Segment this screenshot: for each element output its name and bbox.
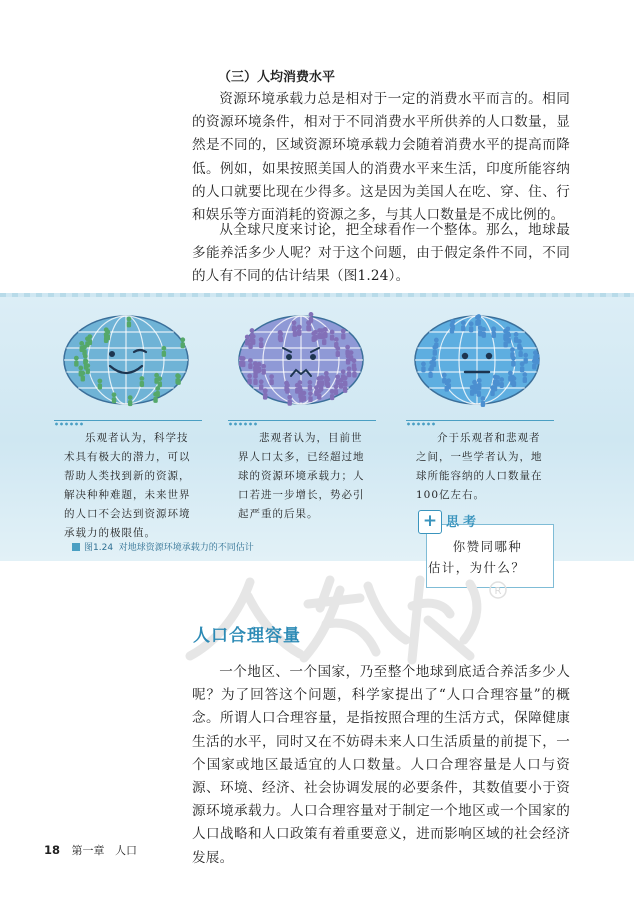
person-icon: [250, 328, 255, 339]
person-icon: [155, 386, 160, 397]
person-body: [248, 363, 252, 369]
caption-dots: [228, 421, 258, 427]
person-head: [325, 377, 330, 382]
person-body: [512, 381, 516, 387]
person-head: [180, 337, 185, 342]
person-body: [341, 374, 345, 380]
optimist-caption-text: 乐观者认为，科学技术具有极大的潜力，可以帮助人类找到新的资源，解决种种难题，未来世界的人口不会达到资源环境承载力的极限值。: [64, 432, 191, 539]
person-icon: [284, 381, 289, 392]
person-icon: [176, 374, 181, 385]
person-icon: [253, 374, 258, 385]
person-head: [481, 396, 486, 401]
person-body: [336, 351, 340, 357]
person-icon: [278, 330, 283, 341]
person-head: [517, 339, 522, 344]
person-body: [481, 401, 485, 407]
person-body: [535, 358, 539, 364]
person-head: [253, 374, 258, 379]
person-body: [127, 321, 131, 327]
person-icon: [157, 376, 162, 387]
chapter-title: 人口: [115, 844, 138, 857]
person-icon: [128, 395, 133, 406]
person-body: [82, 350, 86, 356]
person-icon: [97, 379, 102, 390]
person-icon: [82, 345, 87, 356]
person-head: [323, 327, 328, 332]
person-icon: [517, 339, 522, 350]
person-body: [98, 383, 102, 389]
person-body: [269, 379, 273, 385]
optimistic-globe-image: [56, 308, 196, 412]
person-body: [346, 359, 350, 365]
person-head: [316, 376, 321, 381]
person-icon: [247, 374, 252, 385]
person-body: [306, 325, 310, 331]
person-body: [256, 367, 260, 373]
person-head: [535, 354, 540, 359]
paragraph-reasonable-capacity: 一个地区、一个国家，乃至整个地球到底适合养活多少人呢？为了回答这个问题，科学家提出了“人口合理容量”的概念。所谓人口合理容量，是指按照合理的生活方式，保障健康生活的水平，同时又在不妨碍未来人口生活质量的前提下，一个国家或地区最适宜的人口数量。人口合理容量是人口与资源、环境、经济、社会协调发展的必要条件，其数值要小于资源环境承载力。人口合理容量对于制定一个地区或一个国家的人口战略和人口政策有着重要意义，进而影响区域的社会经济发展。: [192, 664, 570, 866]
person-body: [181, 342, 185, 348]
person-body: [495, 380, 499, 386]
person-icon: [248, 358, 253, 369]
person-head: [523, 353, 528, 358]
person-head: [248, 358, 253, 363]
person-head: [112, 392, 117, 397]
person-icon: [478, 325, 483, 336]
person-body: [259, 342, 263, 348]
person-icon: [335, 346, 340, 357]
paragraph-consumption: 资源环境承载力总是相对于一定的消费水平而言的。相同的资源环境条件，相对于不同消费水平所供养的人口数量，显然是不同的，区域资源环境承载力会随着消费水平的提高而降低。例如，如果按照美国人的消费水平来生活，印度所能容纳的人口就要比现在少得多。这是因为美国人在吃、穿、住、行和娱乐等方面消耗的资源之多，与其人口数量是不成比例的。: [192, 91, 570, 224]
person-head: [78, 366, 83, 371]
person-head: [284, 381, 289, 386]
person-icon: [473, 383, 478, 394]
person-icon: [522, 372, 527, 383]
person-icon: [341, 369, 346, 380]
person-body: [532, 364, 536, 370]
person-head: [469, 321, 474, 326]
person-head: [306, 320, 311, 325]
person-head: [87, 334, 92, 339]
person-body: [322, 339, 326, 345]
person-icon: [293, 326, 298, 337]
person-body: [84, 364, 88, 370]
person-body: [461, 325, 465, 331]
person-head: [446, 378, 451, 383]
person-head: [434, 338, 439, 343]
person-head: [442, 373, 447, 378]
person-head: [335, 374, 340, 379]
person-icon: [306, 320, 311, 331]
figure-band-border: [0, 293, 634, 297]
figure-caption-text: 对地球资源环境承载力的不同估计: [118, 543, 254, 553]
face-eye: [286, 354, 292, 360]
think-question-line2: 估计，为什么？: [428, 560, 526, 575]
person-icon: [308, 391, 313, 402]
person-head: [127, 317, 132, 322]
person-icon: [461, 320, 466, 331]
person-head: [299, 392, 304, 397]
page-number: 18: [44, 843, 61, 857]
face-eye: [462, 353, 468, 359]
moderate-caption-text: 介于乐观者和悲观者之间，一些学者认为，地球所能容纳的人口数量在100亿左右。: [416, 432, 543, 501]
person-icon: [139, 376, 144, 387]
person-icon: [323, 327, 328, 338]
person-body: [74, 361, 78, 367]
person-icon: [429, 360, 434, 371]
person-body: [492, 332, 496, 338]
optimist-caption: [54, 420, 202, 539]
person-head: [429, 360, 434, 365]
person-body: [81, 376, 85, 382]
pessimist-caption: [228, 420, 376, 523]
moderate-caption: [406, 420, 554, 523]
person-head: [508, 371, 513, 376]
think-label: 思考: [446, 515, 481, 530]
person-body: [297, 329, 301, 335]
person-body: [317, 333, 321, 339]
person-body: [261, 369, 265, 375]
person-head: [261, 364, 266, 369]
person-body: [284, 386, 288, 392]
person-head: [341, 329, 346, 334]
person-icon: [104, 327, 109, 338]
person-body: [510, 352, 514, 358]
page-footer: [44, 842, 137, 858]
person-head: [250, 328, 255, 333]
person-icon: [346, 354, 351, 365]
person-head: [505, 326, 510, 331]
person-body: [253, 379, 257, 385]
person-head: [341, 369, 346, 374]
person-body: [429, 365, 433, 371]
person-body: [263, 394, 267, 400]
person-body: [341, 333, 345, 339]
person-head: [347, 366, 352, 371]
person-head: [82, 345, 87, 350]
person-head: [309, 312, 314, 317]
person-head: [334, 337, 339, 342]
person-icon: [112, 392, 117, 403]
person-head: [128, 395, 133, 400]
publisher-watermark-logo: [180, 560, 510, 670]
person-head: [161, 346, 166, 351]
person-icon: [523, 353, 528, 364]
person-head: [104, 327, 109, 332]
person-body: [503, 342, 507, 348]
person-body: [433, 350, 437, 356]
person-head: [313, 330, 318, 335]
caption-dots: [406, 421, 436, 427]
person-head: [176, 374, 181, 379]
face-eye: [109, 351, 115, 357]
person-body: [506, 331, 510, 337]
svg-text:R: R: [494, 586, 502, 597]
face-eye: [310, 354, 316, 360]
person-icon: [127, 317, 132, 328]
person-head: [74, 356, 79, 361]
section2-heading: 人口合理容量: [193, 626, 301, 646]
person-icon: [535, 354, 540, 365]
section-heading: （三）人均消费水平: [218, 70, 336, 85]
person-body: [339, 383, 343, 389]
person-icon: [261, 364, 266, 375]
person-body: [247, 378, 251, 384]
pessimist-caption-text: 悲观者认为，目前世界人口太多，已经超过地球的资源环境承载力；人口若进一步增长，势必引起严重的后果。: [238, 432, 365, 520]
person-icon: [307, 380, 312, 391]
person-body: [343, 387, 347, 393]
person-head: [80, 371, 85, 376]
person-icon: [469, 321, 474, 332]
person-head: [314, 385, 319, 390]
person-body: [278, 335, 282, 341]
person-body: [500, 382, 504, 388]
person-head: [247, 374, 252, 379]
person-icon: [499, 377, 504, 388]
person-body: [447, 383, 451, 389]
person-body: [288, 400, 292, 406]
person-icon: [297, 325, 302, 336]
person-body: [140, 381, 144, 387]
person-icon: [239, 356, 244, 367]
person-body: [517, 344, 521, 350]
caption-square-icon: [72, 543, 80, 551]
plus-icon: +: [418, 510, 442, 534]
person-head: [269, 374, 274, 379]
person-body: [323, 332, 327, 338]
person-body: [308, 396, 312, 402]
person-head: [263, 389, 268, 394]
person-body: [451, 324, 455, 330]
person-icon: [347, 366, 352, 377]
person-head: [292, 320, 297, 325]
person-icon: [161, 346, 166, 357]
chapter-number: 第一章: [71, 844, 105, 857]
person-icon: [74, 356, 79, 367]
person-body: [155, 391, 159, 397]
person-head: [324, 371, 329, 376]
person-body: [478, 330, 482, 336]
person-head: [461, 320, 466, 325]
person-head: [259, 337, 264, 342]
person-body: [330, 335, 334, 341]
person-icon: [255, 362, 260, 373]
person-body: [518, 351, 522, 357]
person-head: [522, 372, 527, 377]
person-icon: [314, 385, 319, 396]
person-icon: [334, 384, 339, 395]
person-head: [421, 362, 426, 367]
person-head: [307, 380, 312, 385]
person-head: [308, 391, 313, 396]
person-head: [293, 326, 298, 331]
person-body: [473, 388, 477, 394]
person-body: [308, 385, 312, 391]
person-head: [450, 319, 455, 324]
person-body: [343, 380, 347, 386]
person-icon: [475, 315, 480, 326]
person-body: [314, 390, 318, 396]
person-icon: [180, 337, 185, 348]
person-body: [128, 400, 132, 406]
person-body: [347, 371, 351, 377]
person-body: [475, 320, 479, 326]
person-head: [295, 383, 300, 388]
person-head: [510, 347, 515, 352]
person-head: [352, 367, 357, 372]
person-head: [520, 362, 525, 367]
person-head: [345, 345, 350, 350]
person-icon: [491, 327, 496, 338]
person-head: [330, 330, 335, 335]
person-head: [335, 346, 340, 351]
person-head: [317, 328, 322, 333]
neutral-globe-image: [407, 308, 547, 412]
person-icon: [313, 330, 318, 341]
person-body: [112, 397, 116, 403]
person-body: [493, 385, 497, 391]
person-head: [477, 378, 482, 383]
person-icon: [330, 330, 335, 341]
person-head: [155, 386, 160, 391]
person-body: [259, 384, 263, 390]
person-head: [499, 377, 504, 382]
face-eye: [486, 353, 492, 359]
person-body: [299, 396, 303, 402]
think-question-line1: 你赞同哪种: [452, 539, 523, 554]
person-head: [245, 335, 250, 340]
person-icon: [352, 367, 357, 378]
pessimistic-globe-image: [231, 308, 371, 412]
person-head: [473, 383, 478, 388]
person-body: [239, 361, 243, 367]
person-icon: [520, 362, 525, 373]
person-icon: [510, 347, 515, 358]
person-icon: [446, 378, 451, 389]
person-body: [428, 372, 432, 378]
person-body: [293, 331, 297, 337]
person-head: [84, 359, 89, 364]
person-icon: [263, 389, 268, 400]
paragraph-global-scale: 从全球尺度来讨论，把全球看作一个整体。那么，地球最多能养活多少人呢？对于这个问题，由于假定条件不同，不同的人有不同的估计结果（图1.24）。: [192, 222, 570, 285]
person-icon: [421, 362, 426, 373]
person-icon: [295, 383, 300, 394]
person-head: [278, 330, 283, 335]
person-icon: [317, 328, 322, 339]
person-head: [259, 379, 264, 384]
person-icon: [325, 377, 330, 388]
person-body: [352, 372, 356, 378]
person-body: [176, 379, 180, 385]
person-body: [523, 377, 527, 383]
person-icon: [432, 345, 437, 356]
person-body: [104, 332, 108, 338]
person-icon: [245, 335, 250, 346]
person-icon: [481, 396, 486, 407]
person-icon: [508, 371, 513, 382]
person-head: [139, 376, 144, 381]
person-head: [334, 384, 339, 389]
person-head: [297, 325, 302, 330]
person-head: [491, 327, 496, 332]
person-icon: [87, 334, 92, 345]
person-body: [326, 382, 330, 388]
person-icon: [259, 379, 264, 390]
person-icon: [450, 319, 455, 330]
person-body: [469, 326, 473, 332]
person-icon: [259, 337, 264, 348]
person-head: [514, 332, 519, 337]
person-body: [153, 397, 157, 403]
person-body: [421, 366, 425, 372]
person-body: [520, 366, 524, 372]
person-head: [97, 379, 102, 384]
person-body: [334, 389, 338, 395]
person-icon: [84, 359, 89, 370]
person-body: [313, 335, 317, 341]
person-body: [330, 394, 334, 400]
caption-dots: [54, 421, 84, 427]
person-body: [508, 376, 512, 382]
person-icon: [269, 374, 274, 385]
person-body: [245, 339, 249, 345]
person-body: [511, 361, 515, 367]
person-body: [162, 351, 166, 357]
person-head: [432, 345, 437, 350]
person-icon: [495, 375, 500, 386]
person-head: [239, 356, 244, 361]
person-icon: [80, 371, 85, 382]
person-head: [157, 376, 162, 381]
person-head: [346, 354, 351, 359]
figure-number: 图1.24: [84, 543, 114, 553]
person-body: [88, 339, 92, 345]
person-head: [478, 325, 483, 330]
person-icon: [287, 395, 292, 406]
person-icon: [299, 392, 304, 403]
person-body: [295, 388, 299, 394]
person-body: [250, 333, 254, 339]
person-head: [287, 395, 292, 400]
person-head: [255, 362, 260, 367]
person-icon: [505, 326, 510, 337]
person-head: [475, 315, 480, 320]
figure-caption: [72, 540, 254, 553]
person-head: [495, 375, 500, 380]
person-icon: [341, 329, 346, 340]
